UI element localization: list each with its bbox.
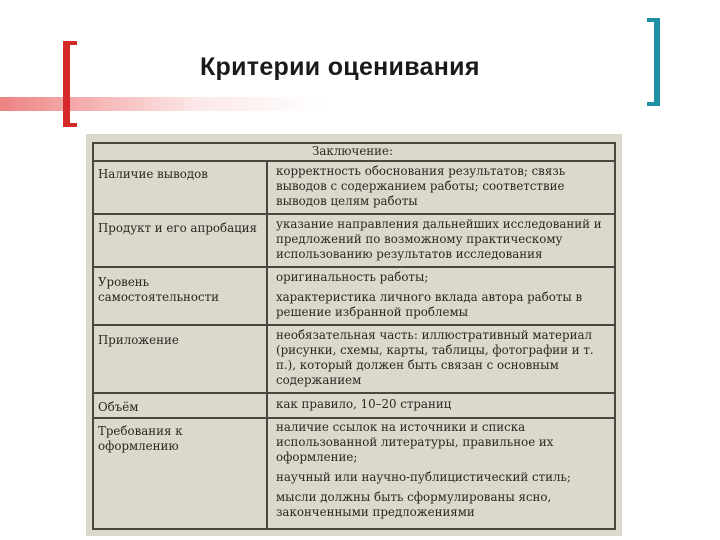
criterion-conclusions: Наличие выводов [98,167,208,181]
description-volume [276,397,608,412]
table-column-divider [266,160,268,530]
description-independence [276,270,608,320]
table-divider-row5 [92,417,616,419]
description-text: характеристика личного вклада автора работы в решение избранной проблемы [276,290,583,319]
description-text: наличие ссылок на источники и списка использованной литературы, правильное их оформление; [276,420,554,464]
description-conclusions [276,164,608,209]
table-divider-header [92,160,616,162]
right-bracket-cap-top [647,18,660,22]
description-text: как правило, 10–20 страниц [276,397,452,411]
description-text: оригинальность работы; [276,270,429,284]
description-appendix [276,328,608,388]
description-text: необязательная часть: иллюстративный материал (рисунки, схемы, карты, таблицы, фотографии и т. п.), который должен быть связан с основным содержанием [276,328,594,387]
criterion-independence: Уровень самостоятельности [98,275,219,304]
description-text: научный или научно-публицистический стиль; [276,470,571,484]
criterion-product: Продукт и его апробация [98,221,257,235]
description-formatting [276,420,608,520]
criterion-formatting: Требования к оформлению [98,424,183,453]
table-divider-row1 [92,213,616,215]
criterion-volume: Объём [98,400,139,414]
table-border-bottom [92,528,616,530]
description-text: мысли должны быть сформулированы ясно, законченными предложениями [276,490,552,519]
slide-title: Критерии оценивания [200,53,480,81]
title-accent-gradient [0,97,330,111]
description-text: корректность обоснования результатов; связь выводов с содержанием работы; соответствие выводов целям работы [276,164,566,208]
table-border-left [92,142,94,530]
left-bracket-cap-top [63,41,77,45]
table-border-right [614,142,616,530]
table-divider-row3 [92,324,616,326]
table-section-header: Заключение: [312,144,393,158]
right-bracket-cap-bottom [647,102,660,106]
left-bracket-decoration [63,41,70,127]
scanned-criteria-table [86,134,622,536]
description-product [276,217,608,262]
criterion-appendix: Приложение [98,333,179,347]
right-bracket-decoration [654,18,660,106]
table-divider-row2 [92,266,616,268]
left-bracket-cap-bottom [63,123,77,127]
table-divider-row4 [92,392,616,394]
description-text: указание направления дальнейших исследований и предложений по возможному практическому использованию результатов исследования [276,217,602,261]
